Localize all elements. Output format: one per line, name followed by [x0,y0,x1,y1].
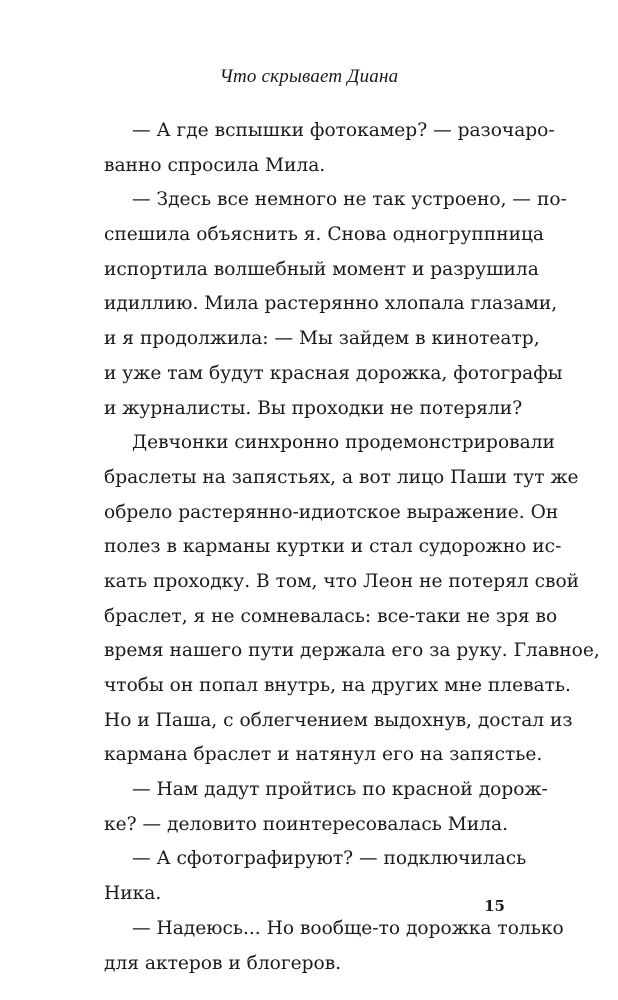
text-line: испортила волшебный момент и разрушила [104,258,539,280]
text-line: и уже там будут красная дорожка, фотографы [104,362,563,384]
page-number: 15 [484,897,505,915]
text-line: для актеров и блогеров. [104,952,342,974]
running-header: Что скрывает Диана [219,66,399,87]
text-line: — Здесь все немного не так устроено, — по- [132,189,567,211]
text-line: Но и Паша, с облегчением выдохнув, достал из [104,709,573,731]
text-line: — А где вспышки фотокамер? — разочаро- [132,120,555,141]
text-line: и журналисты. Вы проходки не потеряли? [104,397,523,419]
text-line: время нашего пути держала его за руку. Главное, [104,640,600,662]
text-line: браслет, я не сомневалась: все-таки не зря во [104,605,558,627]
text-line: чтобы он попал внутрь, на других мне плевать. [104,675,571,696]
text-line: браслеты на запястьях, а вот лицо Паши тут же [104,466,579,488]
text-line: спешила объяснить я. Снова одногруппница [104,224,545,246]
text-line: — Надеюсь... Но вообще-то дорожка только [132,917,564,939]
text-line: Ника. [104,883,162,905]
text-line: ке? — деловито поинтересовалась Мила. [104,813,509,835]
text-line: — А сфотографируют? — подключилась [132,848,527,870]
text-line: Девчонки синхронно продемонстрировали [132,432,555,454]
body-text [104,114,600,981]
text-line: полез в карманы куртки и стал судорожно ис- [104,536,562,558]
text-line: идиллию. Мила растерянно хлопала глазами, [104,293,558,315]
text-line: кать проходку. В том, что Леон не потерял свой [104,570,580,592]
text-line: ванно спросила Мила. [104,154,326,176]
text-line: и я продолжила: — Мы зайдем в кинотеатр, [104,328,540,350]
text-line: обрело растерянно-идиотское выражение. Он [104,501,559,523]
text-line: — Нам дадут пройтись по красной дорож- [132,779,548,801]
text-line: кармана браслет и натянул его на запястье. [104,744,543,766]
